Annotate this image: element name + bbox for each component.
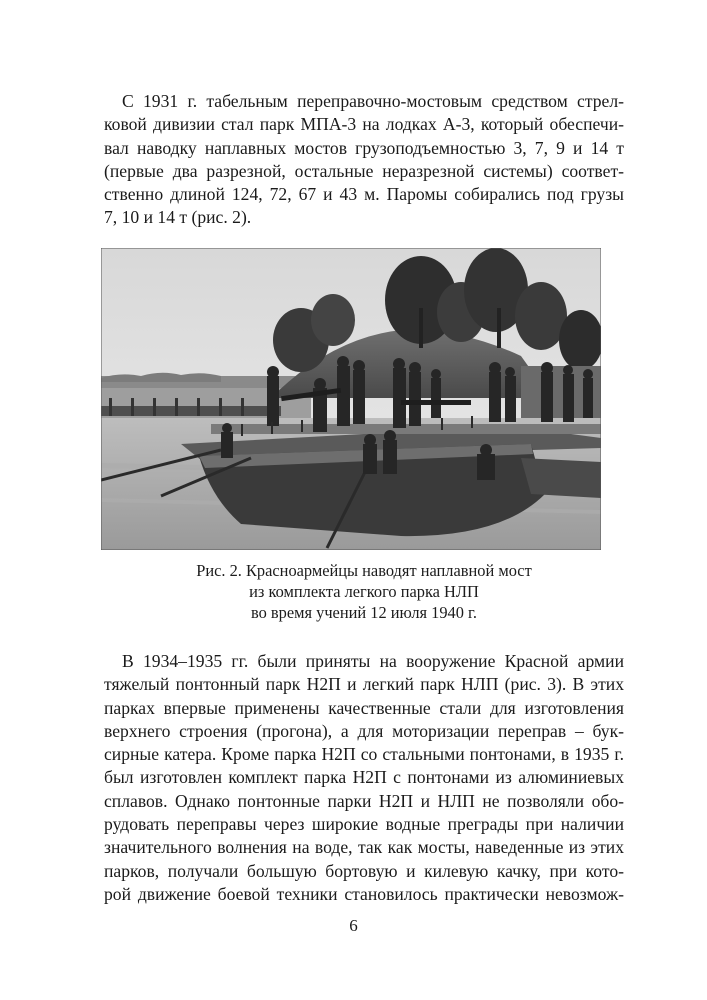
text-line: С 1931 г. табельным переправочно-мостовым средством стрел- (122, 91, 624, 111)
page-number: 6 (349, 916, 358, 935)
text-line: В 1934–1935 гг. были приняты на вооружение Красной армии (122, 651, 624, 671)
pontoon-bridge-photo (101, 248, 601, 550)
figure-caption (104, 560, 624, 623)
text-line: тяжелый понтонный парк Н2П и легкий парк НЛП (рис. 3). В этих (104, 674, 624, 695)
text-line: рой движение боевой техники становилось практически невозмож- (104, 883, 624, 904)
text-line: парках впервые применены качественные стали для изготовления (104, 697, 624, 718)
text-line: (первые два разрезной, остальные неразрезной системы) соответ- (104, 160, 624, 181)
text-line: сирные катера. Кроме парка Н2П со стальными понтонами, в 1935 г. (104, 744, 624, 765)
paragraph-2 (104, 650, 624, 906)
text-line: вал наводку наплавных мостов грузоподъемностью 3, 7, 9 и 14 т (104, 137, 624, 158)
text-line: верхнего строения (прогона), а для моторизации переправ – бук- (104, 720, 624, 741)
caption-line: во время учений 12 июля 1940 г. (250, 603, 478, 622)
text-line: рудовать переправы через широкие водные преграды при наличии (104, 814, 624, 835)
text-line: сплавов. Однако понтонные парки Н2П и НЛП не позволяли обо- (104, 790, 624, 811)
paragraph-1 (104, 90, 624, 230)
text-line: 7, 10 и 14 т (рис. 2). (104, 207, 252, 228)
caption-line: из комплекта легкого парка НЛП (249, 582, 479, 601)
text-line: парков, получали большую бортовую и килевую качку, при кото- (104, 860, 624, 881)
caption-line: Рис. 2. Красноармейцы наводят наплавной мост (196, 561, 532, 580)
text-line: значительного волнения на воде, так как мосты, наведенные из этих (104, 837, 624, 858)
text-line: ковой дивизии стал парк МПА-3 на лодках А-3, который обеспечи- (104, 114, 624, 135)
figure-photo (101, 248, 601, 550)
text-line: был изготовлен комплект парка Н2П с понтонами из алюминиевых (104, 767, 624, 788)
text-line: ственно длиной 124, 72, 67 и 43 м. Паромы собирались под грузы (104, 184, 624, 205)
